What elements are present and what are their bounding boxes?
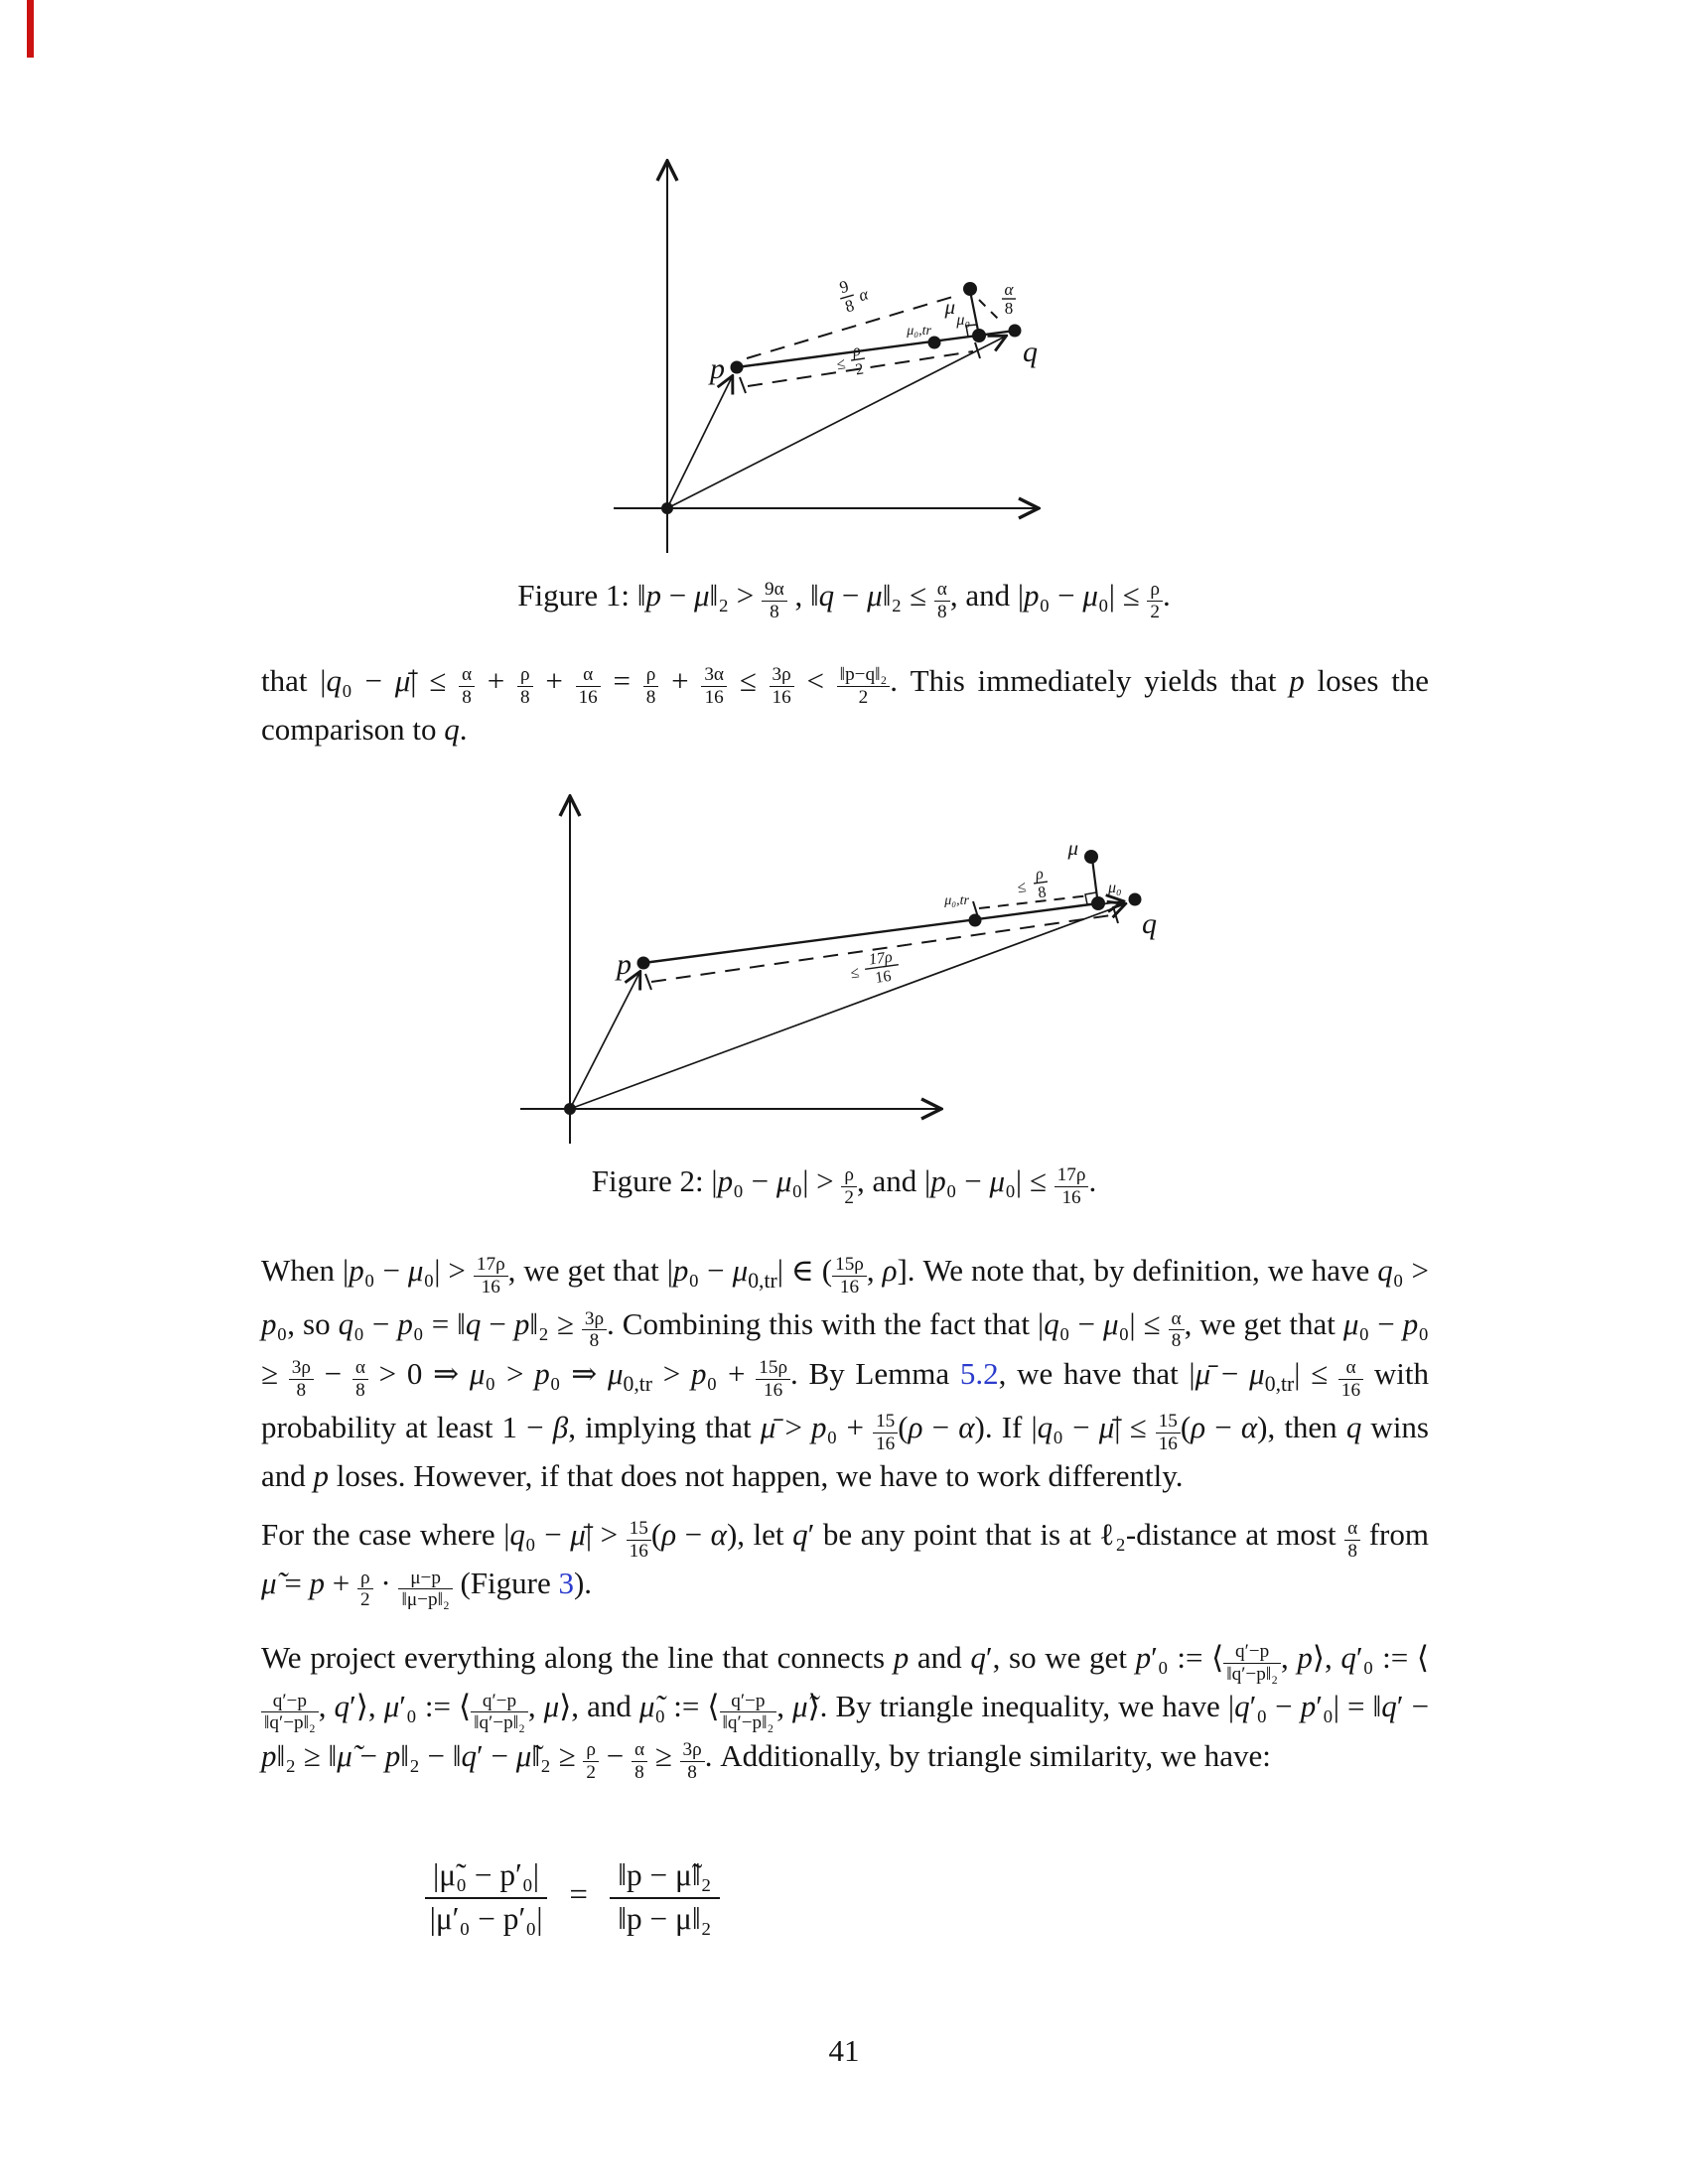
- fig2-label-mu0: μ₀: [1108, 880, 1122, 896]
- fig1-dashed-mu-q: [979, 300, 1001, 322]
- svg-text:≤: ≤: [1016, 879, 1028, 897]
- fig2-label-mu: μ: [1067, 836, 1078, 860]
- fraction: $\frac{\alpha}{8}$: [934, 579, 950, 622]
- fig2-label-p: p: [617, 948, 632, 981]
- fraction: $\frac{15}{16}$: [627, 1518, 651, 1562]
- fig1-annotation-p0-mu0: [834, 341, 868, 381]
- svg-text:α: α: [1004, 280, 1014, 299]
- fraction: $\frac{\text{‖p − μ̃‖₂}}{\text{‖p − μ‖₂}}$: [610, 1852, 719, 1938]
- fig1-mu0-dot: [972, 329, 986, 342]
- fig1-label-p: p: [710, 352, 725, 385]
- red-margin-mark: [27, 0, 34, 58]
- fig2-vector-origin-q: [570, 904, 1124, 1109]
- fraction: $\frac{15\rho}{16}$: [832, 1254, 867, 1297]
- fraction: $\frac{3\rho}{8}$: [680, 1739, 705, 1783]
- fig2-annotation-mu0tr-mu0: [1015, 865, 1051, 904]
- fig1-annotation-p-mu: [835, 272, 874, 317]
- fig2-mu0tr-dot: [969, 914, 982, 927]
- fraction: $\frac{\alpha}{8}$: [459, 664, 475, 708]
- figure-2-caption: Figure 2: |p₀ − μ₀| > $\frac{\rho}{2}$ , and |p₀ − μ₀| ≤ $\frac{17\rho}{16}$ .: [591, 1163, 1097, 1208]
- fig2-tick-q: [1113, 906, 1118, 923]
- fig2-annotation-p0-mu0: [848, 948, 902, 990]
- fraction: $\frac{q'-p}{\text{‖q′−p‖₂}}$: [720, 1691, 777, 1734]
- fraction: $\frac{3\alpha}{16}$: [701, 664, 727, 708]
- fraction: $\frac{\rho}{8}$: [517, 664, 533, 708]
- paragraph-project: We project everything along the line that connects p and q′, so we get p′₀ := ⟨ $\frac{q'-p}{\text{‖q′−p‖₂}}$ , p⟩, q′₀ := ⟨ $\frac{q'-p}{\text{‖q′−p‖₂}}$ , q′⟩, μ′₀ := ⟨ $\frac{q'-p}{\text{‖q′−p‖₂}}$ , μ⟩, and μ̃₀ := ⟨ $\frac{q'-p}{\text{‖q′−p‖₂}}$ , μ̃⟩. By triangle inequality, we have |q′₀ − p′₀| = ‖q′ − p‖₂ ≥ ‖μ̃ − p‖₂ − ‖q′ − μ̃‖₂ ≥ $\frac{\rho}{2}$ − $\frac{\alpha}{8}$ ≥ $\frac{3\rho}{8}$ . Additionally, by triangle similarity, we have:: [261, 1640, 1430, 1783]
- fraction: $\frac{17\rho}{16}$: [474, 1254, 508, 1297]
- svg-text:α: α: [856, 284, 871, 306]
- fig2-q-dot: [1129, 893, 1142, 906]
- fig2-origin-dot: [564, 1103, 576, 1115]
- fig1-label-mu0tr: μ₀,tr: [907, 324, 931, 339]
- fig1-label-mu0: μ₀: [956, 312, 970, 329]
- fig1-label-q: q: [1023, 336, 1038, 368]
- fig1-label-mu: μ: [944, 295, 955, 319]
- svg-text:ρ: ρ: [1034, 865, 1045, 884]
- fraction: $\frac{3\rho}{8}$: [582, 1308, 607, 1352]
- svg-text:8: 8: [842, 295, 857, 317]
- page-number: 41: [828, 2033, 860, 2068]
- fig1-tick-p: [740, 377, 746, 393]
- fig1-p-dot: [731, 361, 744, 374]
- fraction: $\frac{\mu-p}{\text{‖μ−p‖₂}}$: [398, 1568, 452, 1611]
- fig2-label-mu0tr: μ₀,tr: [944, 893, 969, 908]
- fig2-mu-dot: [1084, 850, 1098, 864]
- figure-1-caption: Figure 1: ‖p − μ‖₂ > $\frac{9\alpha}{8}$ , ‖q − μ‖₂ ≤ $\frac{\alpha}{8}$ , and |p₀ − μ₀| ≤ $\frac{\rho}{2}$ .: [517, 578, 1171, 622]
- fig2-segment-mu-mu0: [1092, 859, 1097, 897]
- fraction: $\frac{\alpha}{8}$: [1169, 1308, 1185, 1352]
- svg-text:≤: ≤: [849, 964, 861, 983]
- figure-2-diagram: [467, 772, 1182, 1160]
- fig1-q-dot: [1009, 325, 1022, 338]
- fraction: $\frac{\text{|μ̃₀ − p′₀|}}{\text{|μ′₀ − p′₀|}}$: [425, 1852, 547, 1938]
- fraction: $\frac{\rho}{2}$: [1147, 579, 1163, 622]
- fig1-annotation-mu-q: [1002, 280, 1016, 318]
- paragraph-after-figure1: that |q₀ − μ̄| ≤ $\frac{\alpha}{8}$ + $\frac{\rho}{8}$ + $\frac{\alpha}{16}$ = $\frac{\rho}{8}$ + $\frac{3\alpha}{16}$ ≤ $\frac{3\rho}{16}$ < $\frac{\text{‖p−q‖₂}}{2}$ . This immediately yields that p loses the comparison to q.: [261, 663, 1430, 748]
- fraction: $\frac{\text{‖p−q‖₂}}{2}$: [837, 664, 891, 708]
- fraction: $\frac{q'-p}{\text{‖q′−p‖₂}}$: [261, 1691, 319, 1734]
- fig2-mu0-dot: [1091, 896, 1105, 910]
- svg-text:8: 8: [1004, 299, 1014, 318]
- fig2-vector-origin-p: [570, 973, 639, 1109]
- fraction: $\frac{q'-p}{\text{‖q′−p‖₂}}$: [1223, 1641, 1281, 1685]
- fraction: $\frac{15}{16}$: [873, 1411, 898, 1454]
- fraction: $\frac{15}{16}$: [1156, 1411, 1181, 1454]
- fraction: $\frac{17\rho}{16}$: [1055, 1164, 1089, 1208]
- fraction: $\frac{\alpha}{16}$: [1338, 1357, 1363, 1401]
- fraction: $\frac{\alpha}{8}$: [1344, 1518, 1360, 1562]
- fraction: $\frac{15\rho}{16}$: [756, 1357, 790, 1401]
- fraction: $\frac{\alpha}{8}$: [632, 1739, 647, 1783]
- svg-text:2: 2: [854, 360, 865, 379]
- paragraph-for-case: For the case where |q₀ − μ̄| > $\frac{15}{16}$ (ρ − α), let q′ be any point that is at ℓ₂-distance at most $\frac{\alpha}{8}$ from μ̃ = p + $\frac{\rho}{2}$ · $\frac{\mu-p}{\text{‖μ−p‖₂}}$ (Figure 3).: [261, 1517, 1429, 1611]
- fig2-label-q: q: [1142, 907, 1157, 940]
- fraction: $\frac{\rho}{2}$: [841, 1164, 857, 1208]
- svg-text:ρ: ρ: [851, 341, 862, 360]
- fig1-vector-origin-p: [667, 377, 732, 508]
- ref-link[interactable]: 5.2: [959, 1355, 999, 1391]
- svg-text:≤: ≤: [835, 355, 847, 374]
- fraction: $\frac{3\rho}{16}$: [770, 664, 794, 708]
- fraction: $\frac{\rho}{2}$: [583, 1739, 599, 1783]
- paragraph-when: When |p₀ − μ₀| > $\frac{17\rho}{16}$ , we get that $|p_0 - \mu_{0,tr}|$ ∈ ( $\frac{15\rho}{16}$ , ρ]. We note that, by definition, we have q₀ > p₀, so q₀ − p₀ = ‖q − p‖₂ ≥ $\frac{3\rho}{8}$ . Combining this with the fact that |q₀ − μ₀| ≤ $\frac{\alpha}{8}$ , we get that μ₀ − p₀ ≥ $\frac{3\rho}{8}$ − $\frac{\alpha}{8}$ > 0 ⇒ μ₀ > p₀ ⇒ $\mu_{0,tr} > p_0$ + $\frac{15\rho}{16}$ . By Lemma 5.2, we have that |μ̄ − $\mu_{0,tr}|$ ≤ $\frac{\alpha}{16}$ with probability at least 1 − β, implying that μ̄ > p₀ + $\frac{15}{16}$ (ρ − α). If |q₀ − μ̄| ≤ $\frac{15}{16}$ (ρ − α), then q wins and p loses. However, if that does not happen, we have to work differently.: [261, 1253, 1430, 1494]
- svg-text:16: 16: [874, 967, 893, 987]
- figure-1-diagram: [556, 139, 1112, 576]
- fraction: $\frac{\rho}{2}$: [357, 1568, 373, 1611]
- fraction: $\frac{3\rho}{8}$: [289, 1357, 314, 1401]
- fraction: $\frac{\alpha}{8}$: [352, 1357, 368, 1401]
- fraction: $\frac{9\alpha}{8}$: [762, 579, 787, 622]
- fig1-mu-dot: [963, 282, 977, 296]
- fig2-tick-p: [645, 974, 651, 990]
- fraction: $\frac{\rho}{8}$: [643, 664, 659, 708]
- display-equation: $\frac{\text{|μ̃₀ − p′₀|}}{\text{|μ′₀ − p′₀|}}$ = $\frac{\text{‖p − μ̃‖₂}}{\text{‖p − μ‖₂}}$: [425, 1852, 720, 1938]
- svg-text:9: 9: [837, 276, 851, 298]
- fig1-origin-dot: [661, 502, 673, 514]
- ref-link[interactable]: 3: [558, 1566, 574, 1601]
- fraction: $\frac{\alpha}{16}$: [576, 664, 601, 708]
- svg-text:17ρ: 17ρ: [867, 948, 894, 969]
- svg-text:8: 8: [1037, 884, 1048, 902]
- fraction: $\frac{q'-p}{\text{‖q′−p‖₂}}$: [471, 1691, 528, 1734]
- fig2-p-dot: [637, 957, 650, 970]
